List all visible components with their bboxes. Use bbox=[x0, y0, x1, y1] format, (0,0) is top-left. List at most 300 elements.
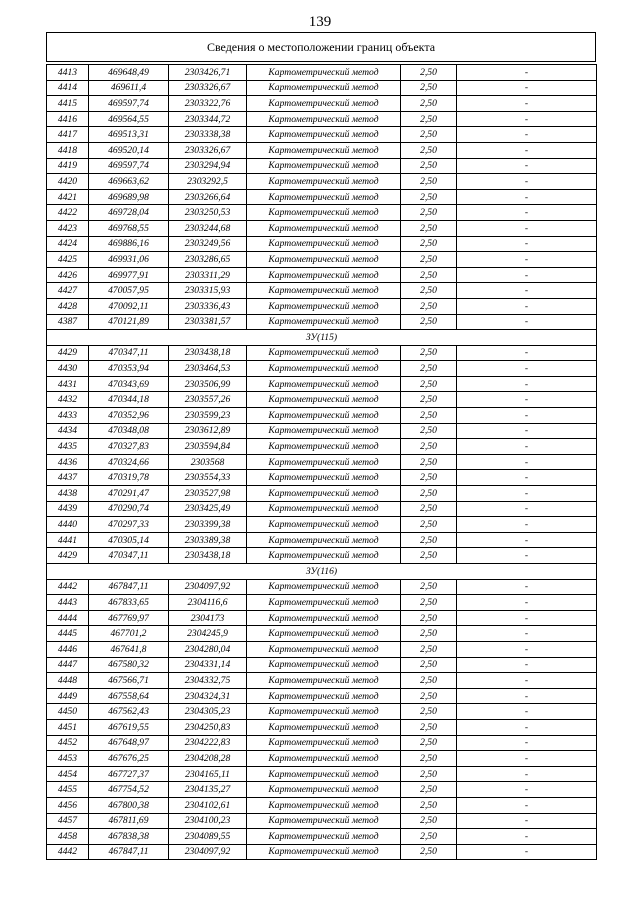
y-coordinate-cell: 2303438,18 bbox=[169, 345, 247, 361]
point-number-cell: 4387 bbox=[47, 314, 89, 330]
description-cell: - bbox=[457, 844, 597, 860]
accuracy-cell: 2,50 bbox=[401, 158, 457, 174]
table-row bbox=[47, 688, 597, 704]
table-row bbox=[47, 486, 597, 502]
table-row bbox=[47, 470, 597, 486]
method-cell: Картометрический метод bbox=[247, 673, 401, 689]
table-row bbox=[47, 641, 597, 657]
x-coordinate-cell: 470348,08 bbox=[89, 423, 169, 439]
table-row bbox=[47, 283, 597, 299]
description-cell: - bbox=[457, 65, 597, 81]
method-cell: Картометрический метод bbox=[247, 548, 401, 564]
accuracy-cell: 2,50 bbox=[401, 844, 457, 860]
y-coordinate-cell: 2304165,11 bbox=[169, 766, 247, 782]
y-coordinate-cell: 2303506,99 bbox=[169, 376, 247, 392]
point-number-cell: 4436 bbox=[47, 454, 89, 470]
y-coordinate-cell: 2303381,57 bbox=[169, 314, 247, 330]
x-coordinate-cell: 469520,14 bbox=[89, 142, 169, 158]
table-row bbox=[47, 205, 597, 221]
table-row bbox=[47, 408, 597, 424]
y-coordinate-cell: 2303326,67 bbox=[169, 80, 247, 96]
description-cell: - bbox=[457, 657, 597, 673]
table-row bbox=[47, 252, 597, 268]
method-cell: Картометрический метод bbox=[247, 423, 401, 439]
method-cell: Картометрический метод bbox=[247, 704, 401, 720]
x-coordinate-cell: 470092,11 bbox=[89, 298, 169, 314]
method-cell: Картометрический метод bbox=[247, 797, 401, 813]
method-cell: Картометрический метод bbox=[247, 439, 401, 455]
table-row bbox=[47, 735, 597, 751]
point-number-cell: 4416 bbox=[47, 111, 89, 127]
x-coordinate-cell: 470353,94 bbox=[89, 361, 169, 377]
method-cell: Картометрический метод bbox=[247, 454, 401, 470]
table-row bbox=[47, 392, 597, 408]
point-number-cell: 4434 bbox=[47, 423, 89, 439]
table-row bbox=[47, 220, 597, 236]
method-cell: Картометрический метод bbox=[247, 376, 401, 392]
method-cell: Картометрический метод bbox=[247, 688, 401, 704]
table-row bbox=[47, 673, 597, 689]
method-cell: Картометрический метод bbox=[247, 844, 401, 860]
accuracy-cell: 2,50 bbox=[401, 579, 457, 595]
point-number-cell: 4458 bbox=[47, 829, 89, 845]
x-coordinate-cell: 467558,64 bbox=[89, 688, 169, 704]
table-row bbox=[47, 423, 597, 439]
accuracy-cell: 2,50 bbox=[401, 486, 457, 502]
point-number-cell: 4430 bbox=[47, 361, 89, 377]
table-row bbox=[47, 174, 597, 190]
method-cell: Картометрический метод bbox=[247, 220, 401, 236]
table-row bbox=[47, 65, 597, 81]
accuracy-cell: 2,50 bbox=[401, 408, 457, 424]
y-coordinate-cell: 2303438,18 bbox=[169, 548, 247, 564]
y-coordinate-cell: 2303336,43 bbox=[169, 298, 247, 314]
point-number-cell: 4418 bbox=[47, 142, 89, 158]
accuracy-cell: 2,50 bbox=[401, 80, 457, 96]
accuracy-cell: 2,50 bbox=[401, 813, 457, 829]
x-coordinate-cell: 467641,8 bbox=[89, 641, 169, 657]
accuracy-cell: 2,50 bbox=[401, 236, 457, 252]
method-cell: Картометрический метод bbox=[247, 751, 401, 767]
description-cell: - bbox=[457, 626, 597, 642]
table-row bbox=[47, 704, 597, 720]
accuracy-cell: 2,50 bbox=[401, 127, 457, 143]
x-coordinate-cell: 470347,11 bbox=[89, 345, 169, 361]
x-coordinate-cell: 467562,43 bbox=[89, 704, 169, 720]
table-row bbox=[47, 797, 597, 813]
point-number-cell: 4446 bbox=[47, 641, 89, 657]
x-coordinate-cell: 470343,69 bbox=[89, 376, 169, 392]
method-cell: Картометрический метод bbox=[247, 142, 401, 158]
y-coordinate-cell: 2304280,04 bbox=[169, 641, 247, 657]
description-cell: - bbox=[457, 392, 597, 408]
x-coordinate-cell: 469597,74 bbox=[89, 158, 169, 174]
accuracy-cell: 2,50 bbox=[401, 751, 457, 767]
point-number-cell: 4443 bbox=[47, 595, 89, 611]
accuracy-cell: 2,50 bbox=[401, 595, 457, 611]
x-coordinate-cell: 467727,37 bbox=[89, 766, 169, 782]
x-coordinate-cell: 470297,33 bbox=[89, 517, 169, 533]
y-coordinate-cell: 2304208,28 bbox=[169, 751, 247, 767]
accuracy-cell: 2,50 bbox=[401, 361, 457, 377]
accuracy-cell: 2,50 bbox=[401, 766, 457, 782]
coordinates-table bbox=[46, 64, 597, 860]
x-coordinate-cell: 470319,78 bbox=[89, 470, 169, 486]
section-header-row bbox=[47, 330, 597, 346]
description-cell: - bbox=[457, 283, 597, 299]
x-coordinate-cell: 467838,38 bbox=[89, 829, 169, 845]
accuracy-cell: 2,50 bbox=[401, 548, 457, 564]
y-coordinate-cell: 2303594,84 bbox=[169, 439, 247, 455]
point-number-cell: 4424 bbox=[47, 236, 89, 252]
table-row bbox=[47, 626, 597, 642]
description-cell: - bbox=[457, 345, 597, 361]
method-cell: Картометрический метод bbox=[247, 96, 401, 112]
accuracy-cell: 2,50 bbox=[401, 298, 457, 314]
x-coordinate-cell: 469564,55 bbox=[89, 111, 169, 127]
point-number-cell: 4433 bbox=[47, 408, 89, 424]
point-number-cell: 4420 bbox=[47, 174, 89, 190]
point-number-cell: 4414 bbox=[47, 80, 89, 96]
y-coordinate-cell: 2304135,27 bbox=[169, 782, 247, 798]
description-cell: - bbox=[457, 813, 597, 829]
description-cell: - bbox=[457, 579, 597, 595]
accuracy-cell: 2,50 bbox=[401, 142, 457, 158]
point-number-cell: 4417 bbox=[47, 127, 89, 143]
table-row bbox=[47, 719, 597, 735]
y-coordinate-cell: 2304173 bbox=[169, 610, 247, 626]
accuracy-cell: 2,50 bbox=[401, 454, 457, 470]
accuracy-cell: 2,50 bbox=[401, 688, 457, 704]
method-cell: Картометрический метод bbox=[247, 189, 401, 205]
x-coordinate-cell: 469513,31 bbox=[89, 127, 169, 143]
x-coordinate-cell: 470291,47 bbox=[89, 486, 169, 502]
description-cell: - bbox=[457, 408, 597, 424]
y-coordinate-cell: 2303311,29 bbox=[169, 267, 247, 283]
y-coordinate-cell: 2304097,92 bbox=[169, 844, 247, 860]
y-coordinate-cell: 2304097,92 bbox=[169, 579, 247, 595]
x-coordinate-cell: 470347,11 bbox=[89, 548, 169, 564]
x-coordinate-cell: 467847,11 bbox=[89, 579, 169, 595]
table-row bbox=[47, 829, 597, 845]
y-coordinate-cell: 2303250,53 bbox=[169, 205, 247, 221]
x-coordinate-cell: 469648,49 bbox=[89, 65, 169, 81]
description-cell: - bbox=[457, 766, 597, 782]
y-coordinate-cell: 2303612,89 bbox=[169, 423, 247, 439]
method-cell: Картометрический метод bbox=[247, 641, 401, 657]
method-cell: Картометрический метод bbox=[247, 267, 401, 283]
table-row bbox=[47, 439, 597, 455]
x-coordinate-cell: 470352,96 bbox=[89, 408, 169, 424]
method-cell: Картометрический метод bbox=[247, 252, 401, 268]
y-coordinate-cell: 2304100,23 bbox=[169, 813, 247, 829]
accuracy-cell: 2,50 bbox=[401, 704, 457, 720]
point-number-cell: 4455 bbox=[47, 782, 89, 798]
point-number-cell: 4441 bbox=[47, 532, 89, 548]
method-cell: Картометрический метод bbox=[247, 345, 401, 361]
x-coordinate-cell: 469663,62 bbox=[89, 174, 169, 190]
x-coordinate-cell: 469768,55 bbox=[89, 220, 169, 236]
y-coordinate-cell: 2303426,71 bbox=[169, 65, 247, 81]
table-row bbox=[47, 532, 597, 548]
table-row bbox=[47, 127, 597, 143]
description-cell: - bbox=[457, 142, 597, 158]
point-number-cell: 4444 bbox=[47, 610, 89, 626]
y-coordinate-cell: 2304102,61 bbox=[169, 797, 247, 813]
accuracy-cell: 2,50 bbox=[401, 65, 457, 81]
method-cell: Картометрический метод bbox=[247, 174, 401, 190]
description-cell: - bbox=[457, 205, 597, 221]
accuracy-cell: 2,50 bbox=[401, 829, 457, 845]
x-coordinate-cell: 469689,98 bbox=[89, 189, 169, 205]
table-row bbox=[47, 298, 597, 314]
method-cell: Картометрический метод bbox=[247, 236, 401, 252]
description-cell: - bbox=[457, 501, 597, 517]
accuracy-cell: 2,50 bbox=[401, 517, 457, 533]
point-number-cell: 4429 bbox=[47, 548, 89, 564]
table-row bbox=[47, 751, 597, 767]
description-cell: - bbox=[457, 517, 597, 533]
x-coordinate-cell: 467800,38 bbox=[89, 797, 169, 813]
method-cell: Картометрический метод bbox=[247, 127, 401, 143]
x-coordinate-cell: 467754,52 bbox=[89, 782, 169, 798]
table-row bbox=[47, 96, 597, 112]
description-cell: - bbox=[457, 267, 597, 283]
accuracy-cell: 2,50 bbox=[401, 345, 457, 361]
description-cell: - bbox=[457, 486, 597, 502]
method-cell: Картометрический метод bbox=[247, 158, 401, 174]
description-cell: - bbox=[457, 298, 597, 314]
accuracy-cell: 2,50 bbox=[401, 111, 457, 127]
boundary-table-sheet bbox=[46, 32, 596, 860]
description-cell: - bbox=[457, 532, 597, 548]
table-row bbox=[47, 454, 597, 470]
description-cell: - bbox=[457, 252, 597, 268]
section-label: ЗУ(116) bbox=[47, 564, 597, 580]
point-number-cell: 4427 bbox=[47, 283, 89, 299]
table-row bbox=[47, 501, 597, 517]
x-coordinate-cell: 469597,74 bbox=[89, 96, 169, 112]
y-coordinate-cell: 2303557,26 bbox=[169, 392, 247, 408]
point-number-cell: 4422 bbox=[47, 205, 89, 221]
accuracy-cell: 2,50 bbox=[401, 673, 457, 689]
description-cell: - bbox=[457, 454, 597, 470]
table-row bbox=[47, 236, 597, 252]
table-row bbox=[47, 782, 597, 798]
point-number-cell: 4415 bbox=[47, 96, 89, 112]
table-row bbox=[47, 80, 597, 96]
table-row bbox=[47, 548, 597, 564]
description-cell: - bbox=[457, 673, 597, 689]
y-coordinate-cell: 2303286,65 bbox=[169, 252, 247, 268]
method-cell: Картометрический метод bbox=[247, 205, 401, 221]
method-cell: Картометрический метод bbox=[247, 735, 401, 751]
method-cell: Картометрический метод bbox=[247, 80, 401, 96]
method-cell: Картометрический метод bbox=[247, 392, 401, 408]
page-number: 139 bbox=[308, 14, 332, 30]
description-cell: - bbox=[457, 376, 597, 392]
table-row bbox=[47, 111, 597, 127]
y-coordinate-cell: 2303266,64 bbox=[169, 189, 247, 205]
point-number-cell: 4421 bbox=[47, 189, 89, 205]
table-row bbox=[47, 189, 597, 205]
description-cell: - bbox=[457, 314, 597, 330]
method-cell: Картометрический метод bbox=[247, 626, 401, 642]
x-coordinate-cell: 467847,11 bbox=[89, 844, 169, 860]
x-coordinate-cell: 467676,25 bbox=[89, 751, 169, 767]
accuracy-cell: 2,50 bbox=[401, 252, 457, 268]
x-coordinate-cell: 470324,66 bbox=[89, 454, 169, 470]
description-cell: - bbox=[457, 641, 597, 657]
point-number-cell: 4419 bbox=[47, 158, 89, 174]
method-cell: Картометрический метод bbox=[247, 829, 401, 845]
y-coordinate-cell: 2304331,14 bbox=[169, 657, 247, 673]
table-row bbox=[47, 766, 597, 782]
point-number-cell: 4423 bbox=[47, 220, 89, 236]
point-number-cell: 4447 bbox=[47, 657, 89, 673]
description-cell: - bbox=[457, 96, 597, 112]
y-coordinate-cell: 2304250,83 bbox=[169, 719, 247, 735]
method-cell: Картометрический метод bbox=[247, 470, 401, 486]
x-coordinate-cell: 467619,55 bbox=[89, 719, 169, 735]
y-coordinate-cell: 2303599,23 bbox=[169, 408, 247, 424]
point-number-cell: 4453 bbox=[47, 751, 89, 767]
x-coordinate-cell: 467648,97 bbox=[89, 735, 169, 751]
x-coordinate-cell: 470344,18 bbox=[89, 392, 169, 408]
x-coordinate-cell: 470327,83 bbox=[89, 439, 169, 455]
point-number-cell: 4445 bbox=[47, 626, 89, 642]
point-number-cell: 4426 bbox=[47, 267, 89, 283]
description-cell: - bbox=[457, 439, 597, 455]
x-coordinate-cell: 467701,2 bbox=[89, 626, 169, 642]
accuracy-cell: 2,50 bbox=[401, 174, 457, 190]
description-cell: - bbox=[457, 548, 597, 564]
point-number-cell: 4432 bbox=[47, 392, 89, 408]
description-cell: - bbox=[457, 704, 597, 720]
point-number-cell: 4454 bbox=[47, 766, 89, 782]
accuracy-cell: 2,50 bbox=[401, 782, 457, 798]
method-cell: Картометрический метод bbox=[247, 766, 401, 782]
point-number-cell: 4438 bbox=[47, 486, 89, 502]
point-number-cell: 4435 bbox=[47, 439, 89, 455]
accuracy-cell: 2,50 bbox=[401, 423, 457, 439]
y-coordinate-cell: 2303399,38 bbox=[169, 517, 247, 533]
y-coordinate-cell: 2304245,9 bbox=[169, 626, 247, 642]
table-row bbox=[47, 579, 597, 595]
method-cell: Картометрический метод bbox=[247, 283, 401, 299]
description-cell: - bbox=[457, 80, 597, 96]
x-coordinate-cell: 470057,95 bbox=[89, 283, 169, 299]
y-coordinate-cell: 2303244,68 bbox=[169, 220, 247, 236]
description-cell: - bbox=[457, 829, 597, 845]
table-row bbox=[47, 610, 597, 626]
accuracy-cell: 2,50 bbox=[401, 501, 457, 517]
description-cell: - bbox=[457, 220, 597, 236]
accuracy-cell: 2,50 bbox=[401, 626, 457, 642]
table-row bbox=[47, 142, 597, 158]
accuracy-cell: 2,50 bbox=[401, 314, 457, 330]
description-cell: - bbox=[457, 719, 597, 735]
method-cell: Картометрический метод bbox=[247, 408, 401, 424]
table-title: Сведения о местоположении границ объекта bbox=[46, 32, 596, 62]
description-cell: - bbox=[457, 595, 597, 611]
description-cell: - bbox=[457, 751, 597, 767]
accuracy-cell: 2,50 bbox=[401, 439, 457, 455]
table-row bbox=[47, 361, 597, 377]
x-coordinate-cell: 470305,14 bbox=[89, 532, 169, 548]
method-cell: Картометрический метод bbox=[247, 298, 401, 314]
table-row bbox=[47, 595, 597, 611]
point-number-cell: 4431 bbox=[47, 376, 89, 392]
point-number-cell: 4413 bbox=[47, 65, 89, 81]
table-row bbox=[47, 517, 597, 533]
table-row bbox=[47, 813, 597, 829]
x-coordinate-cell: 470290,74 bbox=[89, 501, 169, 517]
description-cell: - bbox=[457, 423, 597, 439]
y-coordinate-cell: 2303338,38 bbox=[169, 127, 247, 143]
method-cell: Картометрический метод bbox=[247, 517, 401, 533]
point-number-cell: 4448 bbox=[47, 673, 89, 689]
y-coordinate-cell: 2303294,94 bbox=[169, 158, 247, 174]
description-cell: - bbox=[457, 189, 597, 205]
x-coordinate-cell: 469611,4 bbox=[89, 80, 169, 96]
y-coordinate-cell: 2303389,38 bbox=[169, 532, 247, 548]
table-row bbox=[47, 267, 597, 283]
point-number-cell: 4457 bbox=[47, 813, 89, 829]
table-row bbox=[47, 657, 597, 673]
description-cell: - bbox=[457, 174, 597, 190]
section-label: ЗУ(115) bbox=[47, 330, 597, 346]
accuracy-cell: 2,50 bbox=[401, 267, 457, 283]
table-row bbox=[47, 345, 597, 361]
point-number-cell: 4450 bbox=[47, 704, 89, 720]
accuracy-cell: 2,50 bbox=[401, 797, 457, 813]
accuracy-cell: 2,50 bbox=[401, 376, 457, 392]
description-cell: - bbox=[457, 782, 597, 798]
description-cell: - bbox=[457, 361, 597, 377]
point-number-cell: 4456 bbox=[47, 797, 89, 813]
y-coordinate-cell: 2303322,76 bbox=[169, 96, 247, 112]
x-coordinate-cell: 467566,71 bbox=[89, 673, 169, 689]
method-cell: Картометрический метод bbox=[247, 501, 401, 517]
accuracy-cell: 2,50 bbox=[401, 657, 457, 673]
y-coordinate-cell: 2304116,6 bbox=[169, 595, 247, 611]
method-cell: Картометрический метод bbox=[247, 532, 401, 548]
y-coordinate-cell: 2304305,23 bbox=[169, 704, 247, 720]
description-cell: - bbox=[457, 688, 597, 704]
method-cell: Картометрический метод bbox=[247, 813, 401, 829]
x-coordinate-cell: 467811,69 bbox=[89, 813, 169, 829]
y-coordinate-cell: 2303527,98 bbox=[169, 486, 247, 502]
y-coordinate-cell: 2303568 bbox=[169, 454, 247, 470]
accuracy-cell: 2,50 bbox=[401, 205, 457, 221]
point-number-cell: 4428 bbox=[47, 298, 89, 314]
y-coordinate-cell: 2304222,83 bbox=[169, 735, 247, 751]
table-row bbox=[47, 158, 597, 174]
accuracy-cell: 2,50 bbox=[401, 189, 457, 205]
method-cell: Картометрический метод bbox=[247, 782, 401, 798]
accuracy-cell: 2,50 bbox=[401, 735, 457, 751]
method-cell: Картометрический метод bbox=[247, 657, 401, 673]
method-cell: Картометрический метод bbox=[247, 111, 401, 127]
method-cell: Картометрический метод bbox=[247, 361, 401, 377]
point-number-cell: 4452 bbox=[47, 735, 89, 751]
method-cell: Картометрический метод bbox=[247, 610, 401, 626]
point-number-cell: 4449 bbox=[47, 688, 89, 704]
description-cell: - bbox=[457, 735, 597, 751]
x-coordinate-cell: 469977,91 bbox=[89, 267, 169, 283]
x-coordinate-cell: 469886,16 bbox=[89, 236, 169, 252]
